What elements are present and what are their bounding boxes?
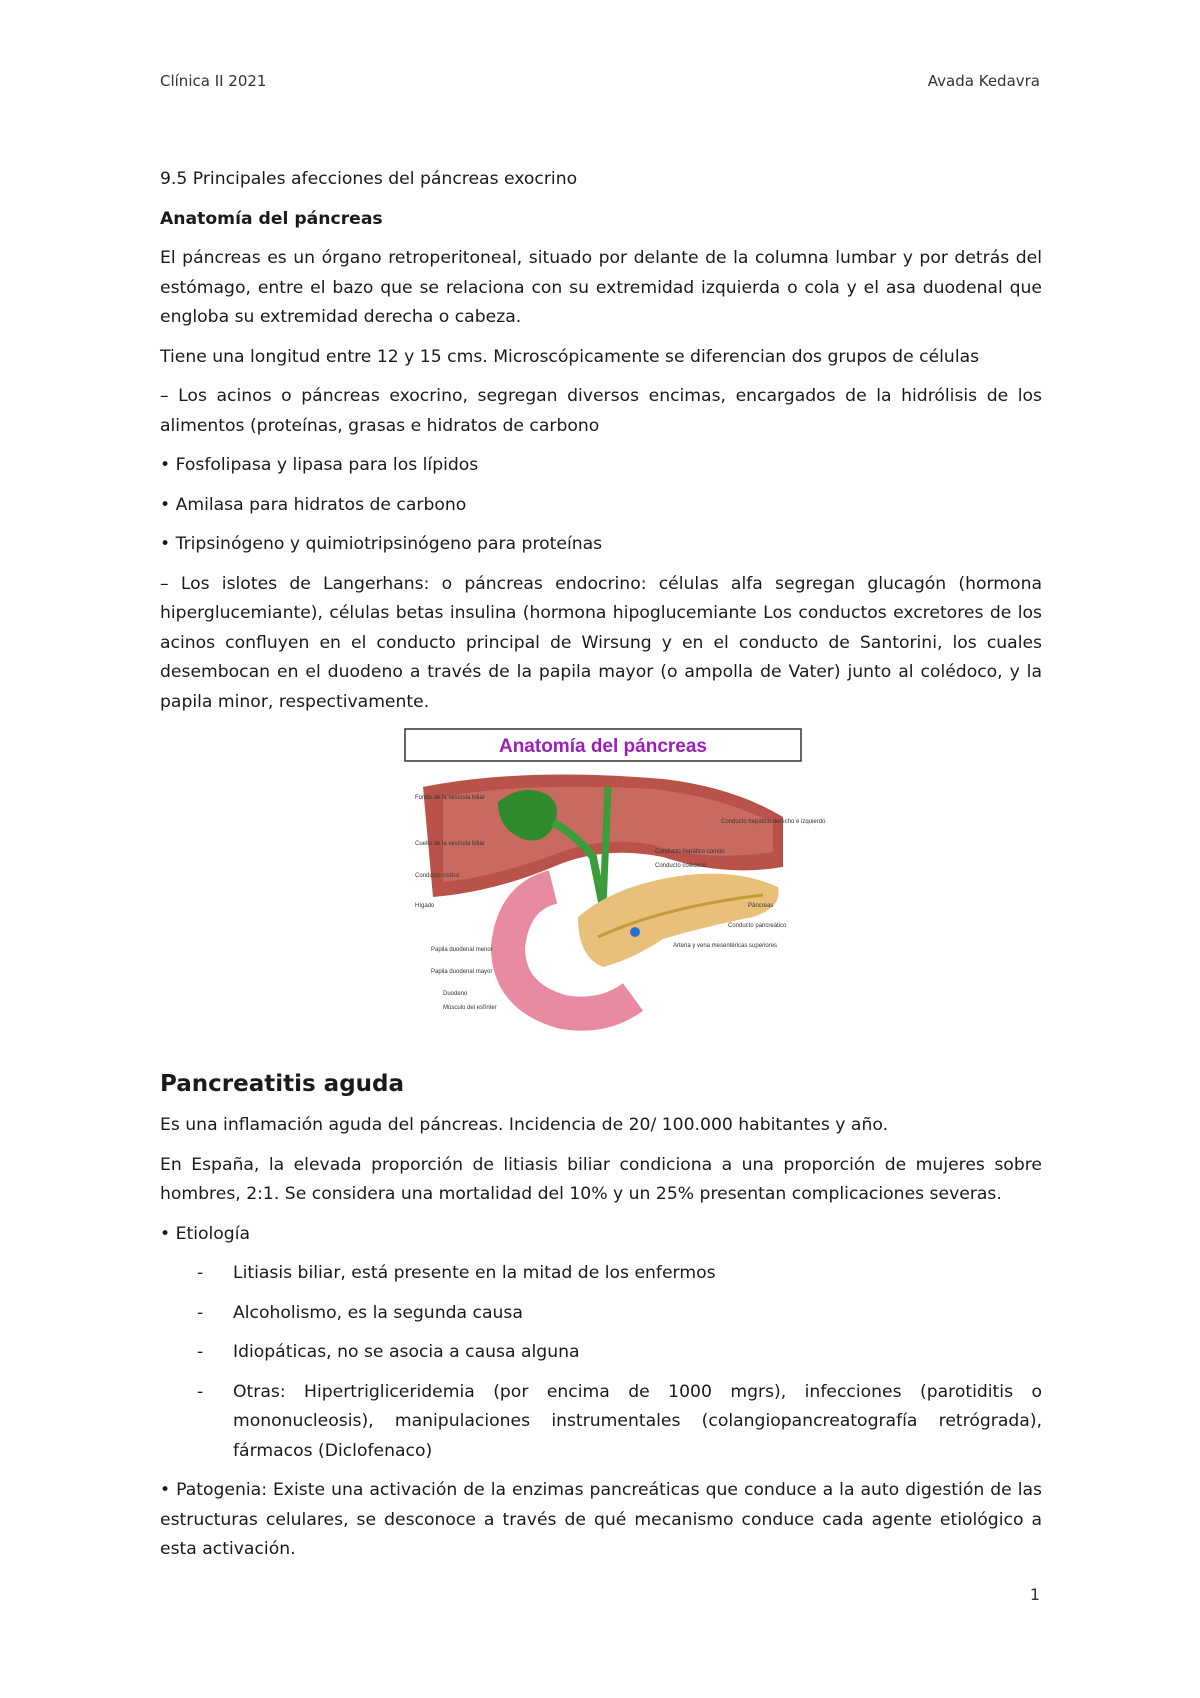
document-body	[160, 165, 1042, 1575]
list-item: - Alcoholismo, es la segunda causa	[197, 1302, 523, 1323]
label-hepatico-comun: Conducto hepático común	[655, 849, 725, 855]
label-duodeno: Duodeno	[443, 991, 468, 997]
label-higado: Hígado	[415, 903, 435, 909]
pancreatitis-incidence: Es una inflamación aguda del páncreas. Incidencia de 20/ 100.000 habitantes y año.	[160, 1115, 889, 1135]
label-pancreas: Páncreas	[748, 903, 774, 909]
label-hepatico-der-izq: Conducto hepático derecho e izquierdo	[721, 819, 826, 825]
label-cistico: Conducto cístico	[415, 873, 460, 879]
label-fondo: Fondo de la vesícula biliar	[415, 795, 485, 801]
pancreas-shape	[578, 874, 779, 967]
bullet-tripsinogeno: • Tripsinógeno y quimiotripsinógeno para proteínas	[160, 534, 603, 554]
page-number: 1	[1029, 1585, 1040, 1604]
mesenteric-vessels	[630, 927, 640, 937]
etiologia-list	[160, 1259, 1042, 1466]
header-author: Avada Kedavra	[927, 72, 1040, 90]
paragraph-length: Tiene una longitud entre 12 y 15 cms. Microscópicamente se diferencian dos grupos de células	[160, 346, 980, 367]
label-coledoco: Conducto colédoco	[655, 863, 707, 869]
pancreas-illustration	[403, 727, 826, 1049]
label-conducto-pancreatico: Conducto pancreático	[728, 923, 787, 929]
header-course: Clínica II 2021	[160, 72, 267, 90]
list-item: - Idiopáticas, no se asocia a causa alguna	[197, 1342, 580, 1362]
figure-title: Anatomía del páncreas	[498, 736, 708, 757]
list-item: - Otras: Hipertrigliceridemia (por encima de 1000 mgrs), infecciones (parotiditis o mononucleosis), manipulaciones instrumentales (colangiopancreatografía retrógrada), fármacos (Diclofenaco)	[197, 1381, 1042, 1461]
hepatic-duct	[603, 787, 608, 907]
label-mesentericas: Arteria y vena mesentéricas superiores	[673, 943, 778, 949]
label-cuello: Cuello de la vesícula biliar	[415, 841, 485, 847]
pancreatitis-heading: Pancreatitis aguda	[160, 1071, 405, 1097]
section-title: 9.5 Principales afecciones del páncreas exocrino	[160, 169, 578, 189]
paragraph-acinos: – Los acinos o páncreas exocrino, segregan diversos encimas, encargados de la hidrólisis de los alimentos (proteínas, grasas e hidratos de carbono	[160, 386, 1042, 436]
label-esfinter: Músculo del esfínter	[443, 1005, 497, 1011]
bullet-lipasa: • Fosfolipasa y lipasa para los lípidos	[160, 455, 479, 475]
paragraph-islotes: – Los islotes de Langerhans: o páncreas endocrino: células alfa segregan glucagón (hormona hiperglucemiante), células betas insulina (hormona hipoglucemiante Los conductos excretores de los acinos confluyen en el conducto principal de Wirsung y en el conducto de Santorini, los cuales desembocan en el duodeno a través de la papila mayor (o ampolla de Vater) junto al colédoco, y la papila minor, respectivamente.	[160, 573, 1042, 712]
list-item: - Litiasis biliar, está presente en la mitad de los enfermos	[197, 1263, 716, 1283]
anatomy-heading: Anatomía del páncreas	[160, 208, 383, 229]
etiologia-label: • Etiología	[160, 1223, 250, 1244]
paragraph-location: El páncreas es un órgano retroperitoneal, situado por delante de la columna lumbar y por detrás del estómago, entre el bazo que se relaciona con su extremidad izquierda o cola y el asa duodenal que engloba su extremidad derecha o cabeza.	[160, 248, 1042, 327]
pancreatitis-spain: En España, la elevada proporción de litiasis biliar condiciona a una proporción de mujeres sobre hombres, 2:1. Se considera una mortalidad del 10% y un 25% presentan complicaciones severas.	[160, 1154, 1042, 1204]
label-papila-menor: Papila duodenal menor	[431, 947, 493, 953]
patogenia-paragraph: • Patogenia: Existe una activación de la enzimas pancreáticas que conduce a la auto digestión de las estructuras celulares, se desconoce a través de qué mecanismo conduce cada agente etiológico a esta activación.	[160, 1480, 1042, 1559]
label-papila-mayor: Papila duodenal mayor	[431, 969, 493, 975]
pancreas-anatomy-figure	[160, 727, 1042, 1049]
bullet-amilasa: • Amilasa para hidratos de carbono	[160, 494, 467, 515]
